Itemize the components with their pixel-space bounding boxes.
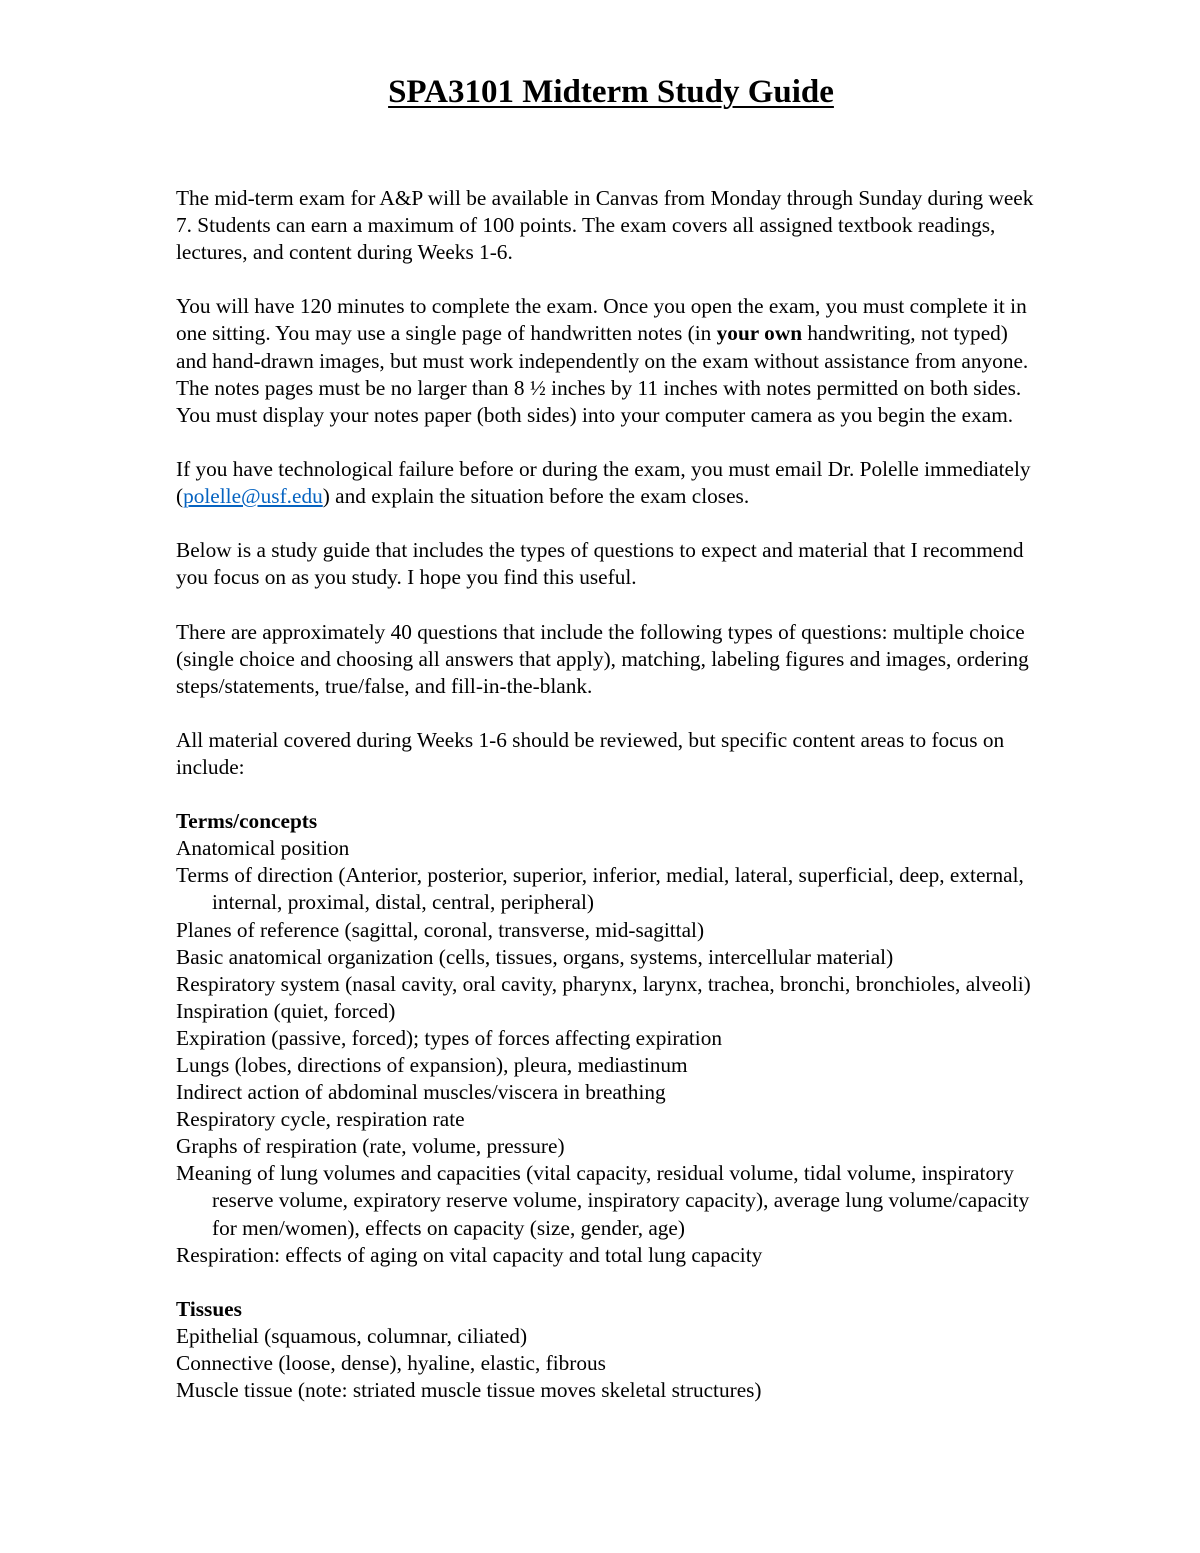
list-item: Planes of reference (sagittal, coronal, transverse, mid-sagittal) [176, 917, 705, 942]
list-item: Graphs of respiration (rate, volume, pressure) [176, 1134, 565, 1159]
list-item: Anatomical position [176, 836, 350, 861]
intro-paragraph-tech-failure [176, 456, 1036, 510]
list-item: Muscle tissue (note: striated muscle tissue moves skeletal structures) [176, 1378, 762, 1403]
paragraph-text: Below is a study guide that includes the types of questions to expect and material that I recommend you focus on as you study. I hope you find this useful. [176, 538, 1024, 590]
list-item: Inspiration (quiet, forced) [176, 998, 396, 1023]
list-item: Respiration: effects of aging on vital capacity and total lung capacity [176, 1242, 763, 1267]
tissues-topic-list [176, 1323, 1036, 1404]
list-item: Epithelial (squamous, columnar, ciliated) [176, 1323, 528, 1348]
paragraph-text: ) and explain the situation before the exam closes. [322, 484, 750, 509]
list-item: Terms of direction (Anterior, posterior, superior, inferior, medial, lateral, superficial, deep, external, internal, proximal, distal, central, peripheral) [176, 863, 1024, 915]
paragraph-text: The mid-term exam for A&P will be available in Canvas from Monday through Sunday during week 7. Students can earn a maximum of 100 points. The exam covers all assigned textbook readings, lectures, and content during Weeks 1-6. [176, 186, 1034, 265]
section-terms-concepts [176, 808, 1036, 1269]
intro-paragraph-exam-availability [176, 185, 1036, 266]
list-item: Respiratory system (nasal cavity, oral cavity, pharynx, larynx, trachea, bronchi, bronchioles, alveoli) [176, 971, 1031, 996]
paragraph-text: There are approximately 40 questions that include the following types of questions: multiple choice (single choice and choosing all answers that apply), matching, labeling figures and images, ordering steps/statements, true/false, and fill-in-the-blank. [176, 619, 1029, 698]
intro-paragraph-focus-areas [176, 727, 1036, 781]
list-item: Meaning of lung volumes and capacities (vital capacity, residual volume, tidal volume, inspiratory reserve volume, expiratory reserve volume, inspiratory capacity), average lung volume/capacity for men/women), effects on capacity (size, gender, age) [176, 1161, 1030, 1240]
document-page [176, 72, 1036, 1431]
list-item: Basic anatomical organization (cells, tissues, organs, systems, intercellular material) [176, 944, 894, 969]
section-tissues [176, 1296, 1036, 1404]
list-item: Lungs (lobes, directions of expansion), pleura, mediastinum [176, 1053, 688, 1077]
section-heading: Tissues [176, 1296, 242, 1321]
emphasis-text: your own [716, 321, 803, 346]
list-item: Connective (loose, dense), hyaline, elastic, fibrous [176, 1351, 606, 1376]
list-item: Respiratory cycle, respiration rate [176, 1107, 465, 1132]
paragraph-text: handwriting, not typed) and hand-drawn images, but must work independently on the exam without assistance from anyone. The notes pages must be no larger than 8 ½ inches by 11 inches with notes permitted on both sides. You must display your notes paper (both sides) into your computer camera as you begin the exam. [176, 321, 1029, 427]
intro-paragraph-study-guide [176, 537, 1036, 591]
section-heading: Terms/concepts [176, 809, 318, 834]
terms-topic-list [176, 835, 1036, 1269]
list-item: Indirect action of abdominal muscles/viscera in breathing [176, 1080, 666, 1105]
paragraph-text: You will have 120 minutes to complete the exam. Once you open the exam, you must complete it in one sitting. You may use a single page of handwritten notes (in [176, 294, 1027, 346]
email-link[interactable]: polelle@usf.edu [183, 484, 323, 509]
list-item: Expiration (passive, forced); types of forces affecting expiration [176, 1025, 723, 1050]
intro-paragraph-exam-rules [176, 293, 1036, 428]
intro-paragraph-question-types [176, 619, 1036, 700]
page-title: SPA3101 Midterm Study Guide [388, 74, 834, 110]
paragraph-text: If you have technological failure before or during the exam, you must email Dr. Polelle immediately ( [176, 456, 1031, 509]
paragraph-text: All material covered during Weeks 1-6 should be reviewed, but specific content areas to focus on include: [176, 727, 1005, 779]
